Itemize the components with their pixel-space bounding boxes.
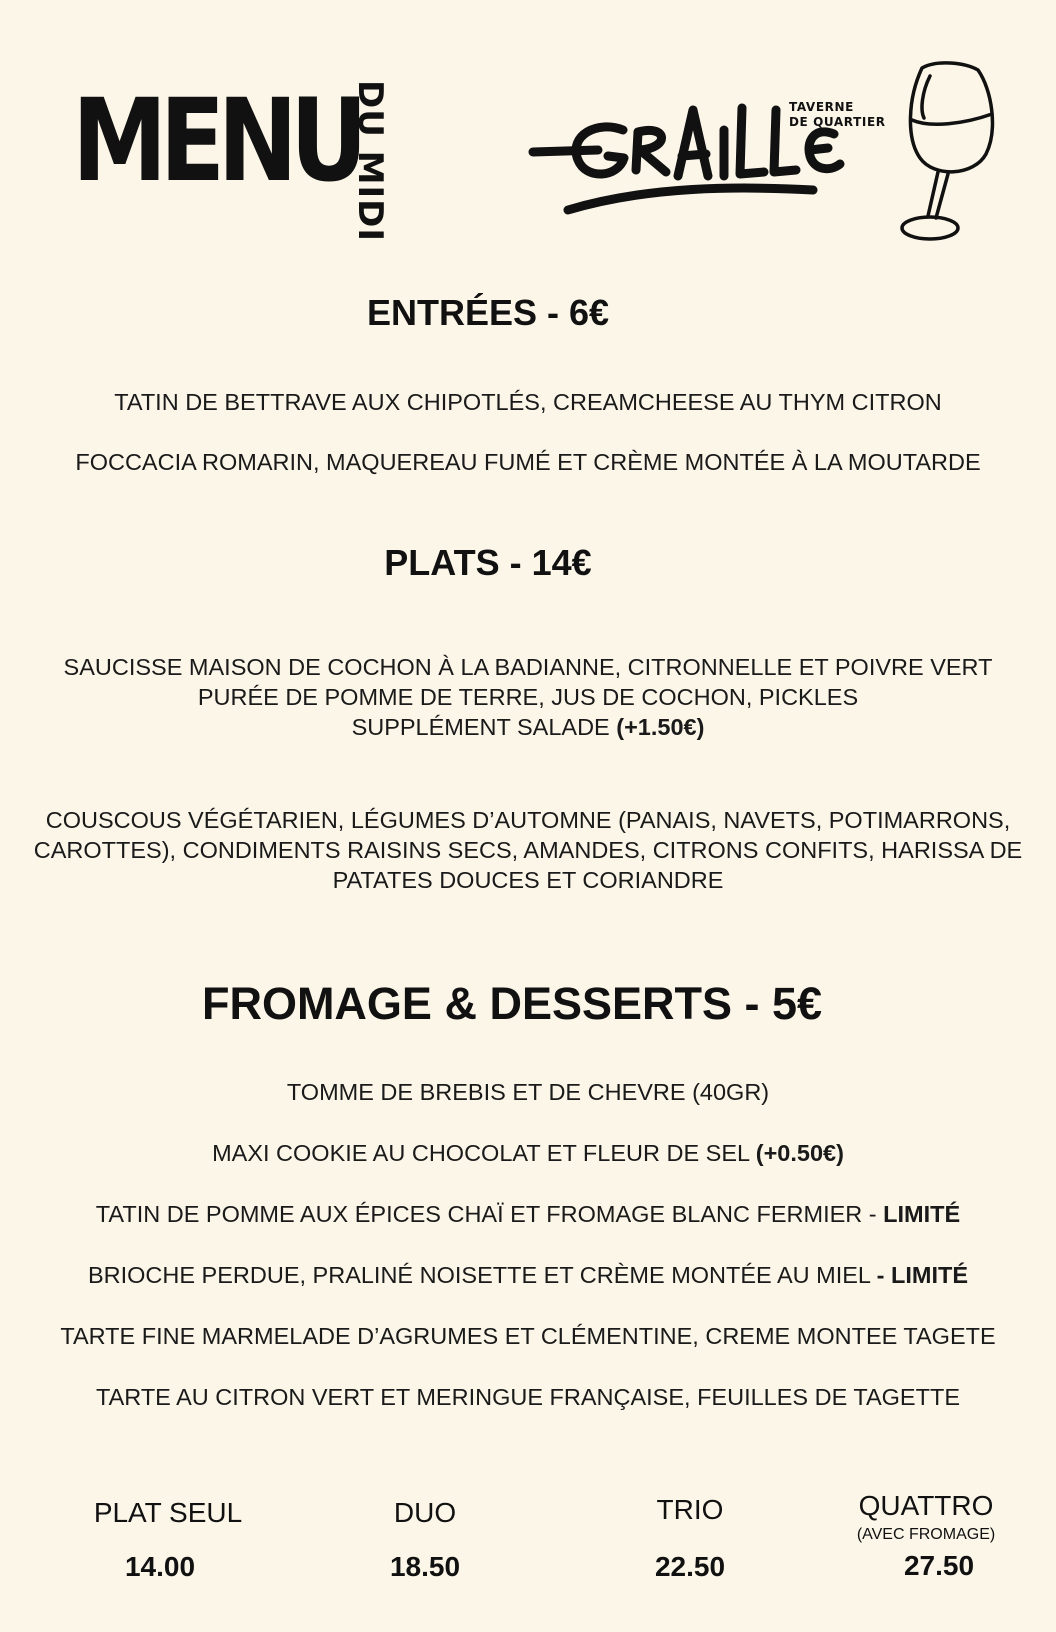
brand-tagline-1: TAVERNE [789,100,854,114]
item-line: PATATES DOUCES ET CORIANDRE [332,867,724,893]
item-supplement: (+0.50€) [755,1140,844,1166]
list-item [30,1260,1026,1290]
item-limited: - LIMITÉ [876,1262,969,1288]
list-item [30,1321,1026,1351]
formule-trio [590,1494,790,1583]
wine-glass-icon [900,58,1010,248]
item-text: SUPPLÉMENT SALADE [351,714,610,740]
formule-price: 27.50 [903,1550,975,1581]
list-item: FOCCACIA ROMARIN, MAQUEREAU FUMÉ ET CRÈME MONTÉE À LA MOUTARDE [75,449,981,475]
formule-label: PLAT SEUL [93,1497,243,1528]
item-line: SAUCISSE MAISON DE COCHON À LA BADIANNE, CITRONNELLE ET POIVRE VERT [63,654,993,680]
list-item [30,652,1026,742]
formule-price: 14.00 [124,1551,196,1582]
formule-label: QUATTRO [858,1490,994,1521]
menu-subtitle: DU MIDI [350,80,390,243]
brand-tagline-2: DE QUARTIER [789,115,886,129]
list-item [30,805,1026,895]
item-line: CAROTTES), CONDIMENTS RAISINS SECS, AMANDES, CITRONS CONFITS, HARISSA DE [33,837,1023,863]
formule-price: 22.50 [654,1551,726,1582]
item-text: TARTE AU CITRON VERT ET MERINGUE FRANÇAISE, FEUILLES DE TAGETTE [95,1384,960,1410]
section-title-plats: PLATS - 14€ [384,542,592,583]
item-line: COUSCOUS VÉGÉTARIEN, LÉGUMES D’AUTOMNE (PANAIS, NAVETS, POTIMARRONS, [45,807,1011,833]
item-supplement: (+1.50€) [616,714,705,740]
formule-quattro [826,1490,1026,1582]
menu-title: MENU [72,74,361,207]
formule-plat-seul [68,1497,268,1583]
item-line [30,712,1026,742]
list-item [30,1077,1026,1107]
formule-label: TRIO [656,1494,724,1525]
formule-label: DUO [393,1497,457,1528]
item-line: PURÉE DE POMME DE TERRE, JUS DE COCHON, PICKLES [197,684,859,710]
list-item [30,1382,1026,1412]
item-text: MAXI COOKIE AU CHOCOLAT ET FLEUR DE SEL [212,1140,756,1166]
item-text: TATIN DE POMME AUX ÉPICES CHAÏ ET FROMAGE BLANC FERMIER - [95,1201,884,1227]
item-text: TOMME DE BREBIS ET DE CHEVRE (40GR) [286,1079,770,1105]
formule-duo [325,1497,525,1583]
section-title-desserts: FROMAGE & DESSERTS - 5€ [201,978,823,1029]
item-limited: LIMITÉ [883,1201,961,1227]
list-item [30,1138,1026,1168]
list-item [30,1199,1026,1229]
item-text: BRIOCHE PERDUE, PRALINÉ NOISETTE ET CRÈME MONTÉE AU MIEL [87,1262,877,1288]
item-text: TARTE FINE MARMELADE D’AGRUMES ET CLÉMENTINE, CREME MONTEE TAGETE [60,1323,996,1349]
formule-price: 18.50 [389,1551,461,1582]
section-title-entrees: ENTRÉES - 6€ [366,292,610,333]
formule-note: (AVEC FROMAGE) [856,1526,996,1543]
list-item: TATIN DE BETTRAVE AUX CHIPOTLÉS, CREAMCHEESE AU THYM CITRON [114,389,942,415]
